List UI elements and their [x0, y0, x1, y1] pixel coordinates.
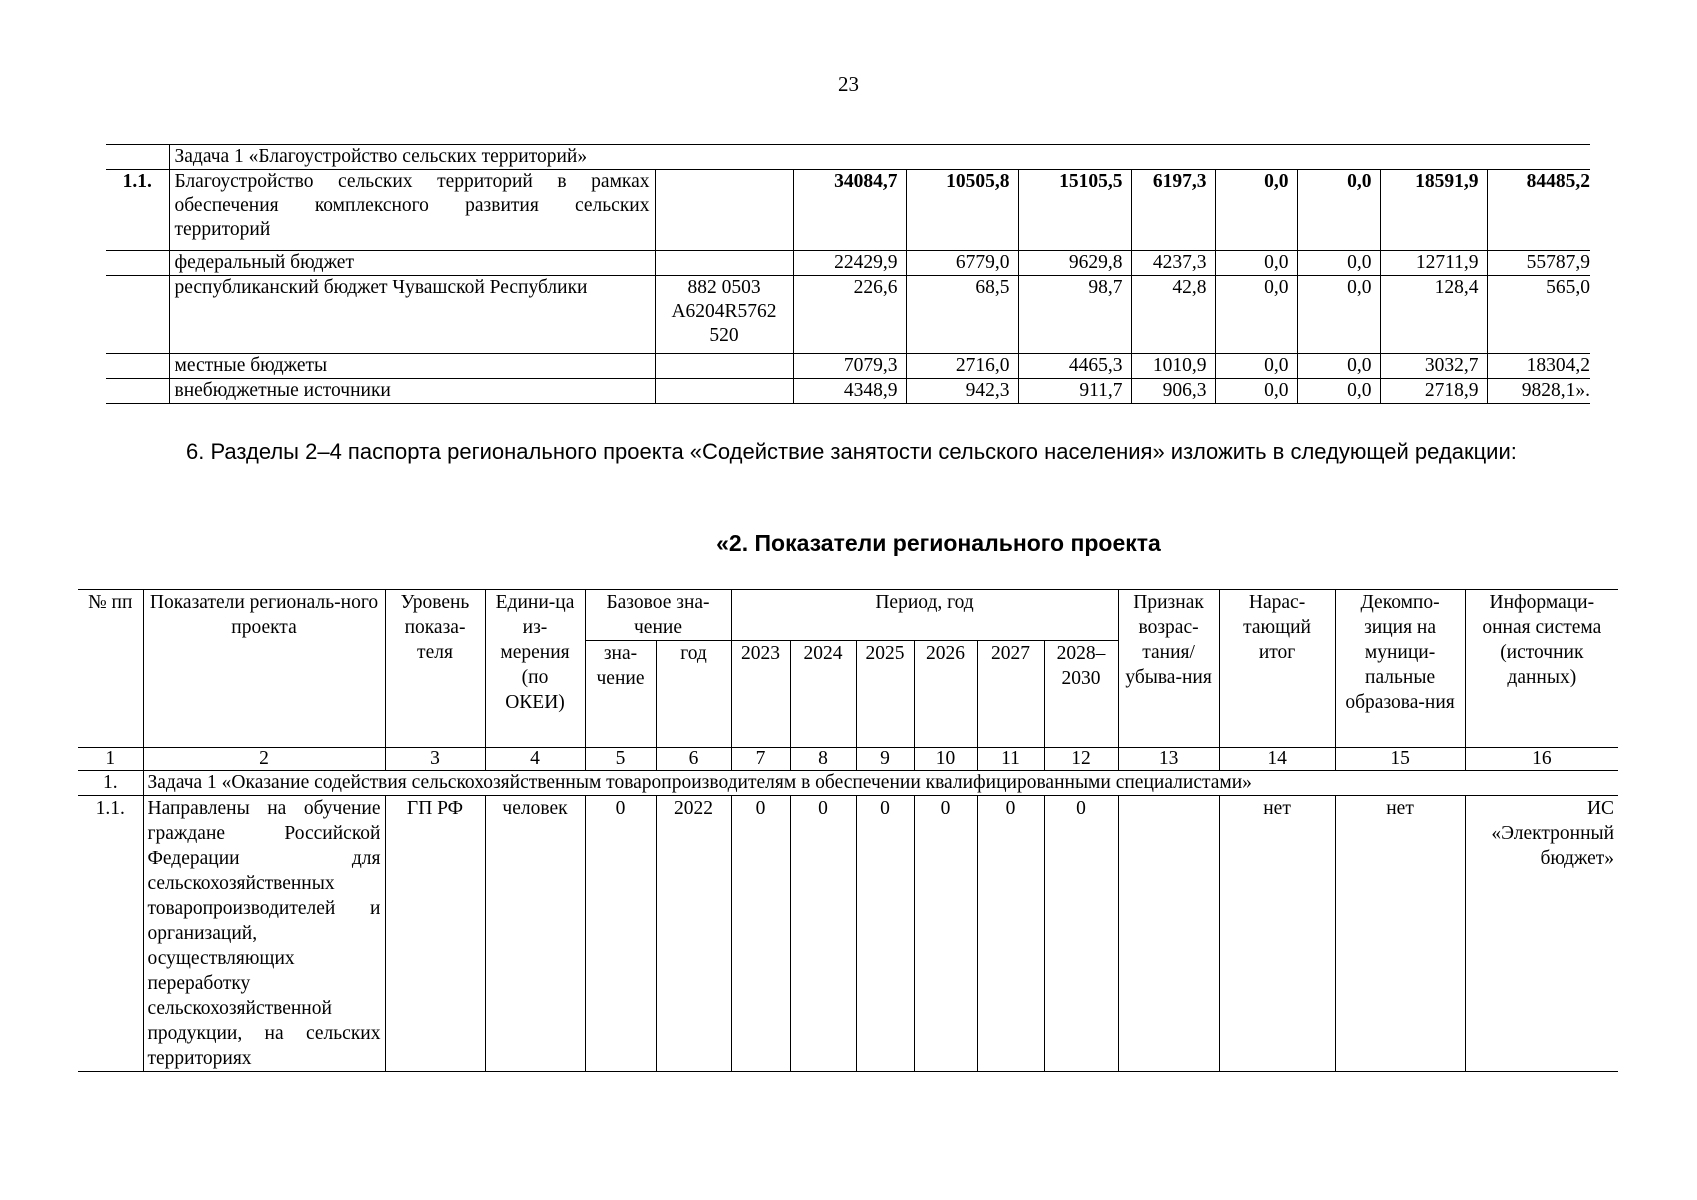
budget-row-name: внебюджетные источники: [169, 379, 655, 404]
budget-row-num: [106, 276, 169, 354]
budget-row-republic: [106, 276, 1590, 354]
budget-row-code: [655, 354, 793, 379]
indicator-cumulative: нет: [1219, 796, 1335, 1072]
budget-value: 9629,8: [1018, 251, 1131, 276]
indicator-row: [78, 796, 1618, 1072]
header-unit: Едини-ца из-мерения (по ОКЕИ): [485, 590, 585, 748]
budget-value: 18304,2: [1487, 354, 1590, 379]
budget-value: 4237,3: [1131, 251, 1215, 276]
header-period: Период, год: [731, 590, 1118, 641]
header-year: 2028–2030: [1044, 641, 1118, 748]
column-number: 3: [385, 748, 485, 771]
column-number: 10: [914, 748, 977, 771]
budget-row-name: Благоустройство сельских территорий в рамках обеспечения комплексного развития сельских территорий: [169, 170, 655, 251]
budget-value: 7079,3: [793, 354, 906, 379]
header-info-system: Информаци-онная система (источник данных): [1465, 590, 1618, 748]
budget-value: 68,5: [906, 276, 1018, 354]
budget-row-name: федеральный бюджет: [169, 251, 655, 276]
column-number: 15: [1335, 748, 1465, 771]
budget-task-header: Задача 1 «Благоустройство сельских территорий»: [169, 145, 1590, 170]
indicator-base-value: 0: [585, 796, 656, 1072]
budget-value: 0,0: [1215, 354, 1297, 379]
budget-row-name: местные бюджеты: [169, 354, 655, 379]
budget-value: 18591,9: [1380, 170, 1487, 251]
indicators-table: [78, 589, 1618, 1072]
budget-row-extrabudget: [106, 379, 1590, 404]
budget-row-federal: [106, 251, 1590, 276]
budget-value: 4348,9: [793, 379, 906, 404]
column-numbers-row: [78, 748, 1618, 771]
budget-task-num: [106, 145, 169, 170]
budget-value: 2718,9: [1380, 379, 1487, 404]
task-text: Задача 1 «Оказание содействия сельскохозяйственным товаропроизводителям в обеспечении квалифицированными специалистами»: [143, 771, 1618, 796]
header-base-value: зна-чение: [585, 641, 656, 748]
budget-value: 15105,5: [1018, 170, 1131, 251]
header-year: 2023: [731, 641, 790, 748]
header-base: Базовое зна-чение: [585, 590, 731, 641]
budget-value: 0,0: [1297, 276, 1380, 354]
task-row: [78, 771, 1618, 796]
budget-value: 42,8: [1131, 276, 1215, 354]
budget-value: 0,0: [1297, 170, 1380, 251]
indicator-base-year: 2022: [656, 796, 731, 1072]
column-number: 5: [585, 748, 656, 771]
column-number: 12: [1044, 748, 1118, 771]
budget-row-num: [106, 354, 169, 379]
column-number: 6: [656, 748, 731, 771]
indicator-year-value: 0: [856, 796, 914, 1072]
budget-value: 906,3: [1131, 379, 1215, 404]
budget-row-name: республиканский бюджет Чувашской Республики: [169, 276, 655, 354]
budget-value: 84485,2: [1487, 170, 1590, 251]
header-year: 2024: [790, 641, 856, 748]
budget-value: 4465,3: [1018, 354, 1131, 379]
budget-value: 12711,9: [1380, 251, 1487, 276]
column-number: 1: [78, 748, 143, 771]
budget-value: 0,0: [1215, 170, 1297, 251]
budget-value: 0,0: [1297, 354, 1380, 379]
indicator-name: Направлены на обучение граждане Российской Федерации для сельскохозяйственных товаропроизводителей и организаций, осуществляющих переработку сельскохозяйственной продукции, на сельских территориях: [143, 796, 385, 1072]
column-number: 8: [790, 748, 856, 771]
page-number: 23: [838, 72, 859, 96]
budget-row-code: [655, 251, 793, 276]
budget-value: 565,0: [1487, 276, 1590, 354]
indicator-year-value: 0: [977, 796, 1044, 1072]
budget-value: 55787,9: [1487, 251, 1590, 276]
task-num: 1.: [78, 771, 143, 796]
budget-row-code: 882 0503 A6204R5762 520: [655, 276, 793, 354]
budget-row-code: [655, 170, 793, 251]
budget-value: 6779,0: [906, 251, 1018, 276]
budget-value: 34084,7: [793, 170, 906, 251]
budget-value: 0,0: [1215, 251, 1297, 276]
budget-value: 942,3: [906, 379, 1018, 404]
budget-table: [106, 144, 1590, 404]
indicator-decomposition: нет: [1335, 796, 1465, 1072]
budget-row-num: [106, 251, 169, 276]
budget-task-row: [106, 145, 1590, 170]
budget-row-num: [106, 379, 169, 404]
indicator-year-value: 0: [914, 796, 977, 1072]
indicator-level: ГП РФ: [385, 796, 485, 1072]
column-number: 14: [1219, 748, 1335, 771]
header-base-year: год: [656, 641, 731, 748]
budget-value: 3032,7: [1380, 354, 1487, 379]
column-number: 7: [731, 748, 790, 771]
budget-value: 0,0: [1215, 379, 1297, 404]
section-title: «2. Показатели регионального проекта: [716, 530, 1161, 556]
header-level: Уровень показа-теля: [385, 590, 485, 748]
indicator-year-value: 0: [790, 796, 856, 1072]
budget-value: 128,4: [1380, 276, 1487, 354]
budget-row-code: [655, 379, 793, 404]
budget-value: 0,0: [1297, 251, 1380, 276]
column-number: 9: [856, 748, 914, 771]
column-number: 13: [1118, 748, 1219, 771]
column-number: 2: [143, 748, 385, 771]
budget-value: 6197,3: [1131, 170, 1215, 251]
header-cumulative: Нарас-тающий итог: [1219, 590, 1335, 748]
indicator-year-value: 0: [1044, 796, 1118, 1072]
budget-value: 98,7: [1018, 276, 1131, 354]
header-year: 2025: [856, 641, 914, 748]
budget-row-local: [106, 354, 1590, 379]
header-num: № пп: [78, 590, 143, 748]
indicator-sign: [1118, 796, 1219, 1072]
budget-value: 10505,8: [906, 170, 1018, 251]
header-indicator: Показатели региональ-ного проекта: [143, 590, 385, 748]
budget-value: 226,6: [793, 276, 906, 354]
indicator-info-system: ИС «Электронный бюджет»: [1465, 796, 1618, 1072]
budget-row-num: 1.1.: [106, 170, 169, 251]
column-number: 11: [977, 748, 1044, 771]
budget-value: 9828,1».: [1487, 379, 1590, 404]
header-year: 2026: [914, 641, 977, 748]
budget-value: 22429,9: [793, 251, 906, 276]
column-number: 16: [1465, 748, 1618, 771]
budget-value: 1010,9: [1131, 354, 1215, 379]
budget-value: 0,0: [1215, 276, 1297, 354]
column-number: 4: [485, 748, 585, 771]
budget-row-total: [106, 170, 1590, 251]
indicator-year-value: 0: [731, 796, 790, 1072]
header-sign: Признак возрас-тания/ убыва-ния: [1118, 590, 1219, 748]
budget-value: 911,7: [1018, 379, 1131, 404]
header-decomposition: Декомпо-зиция на муници-пальные образова-ния: [1335, 590, 1465, 748]
header-year: 2027: [977, 641, 1044, 748]
paragraph-6: 6. Разделы 2–4 паспорта регионального проекта «Содействие занятости сельского населения» изложить в следующей редакции:: [186, 439, 1517, 464]
budget-value: 0,0: [1297, 379, 1380, 404]
indicator-unit: человек: [485, 796, 585, 1072]
indicator-num: 1.1.: [78, 796, 143, 1072]
budget-value: 2716,0: [906, 354, 1018, 379]
